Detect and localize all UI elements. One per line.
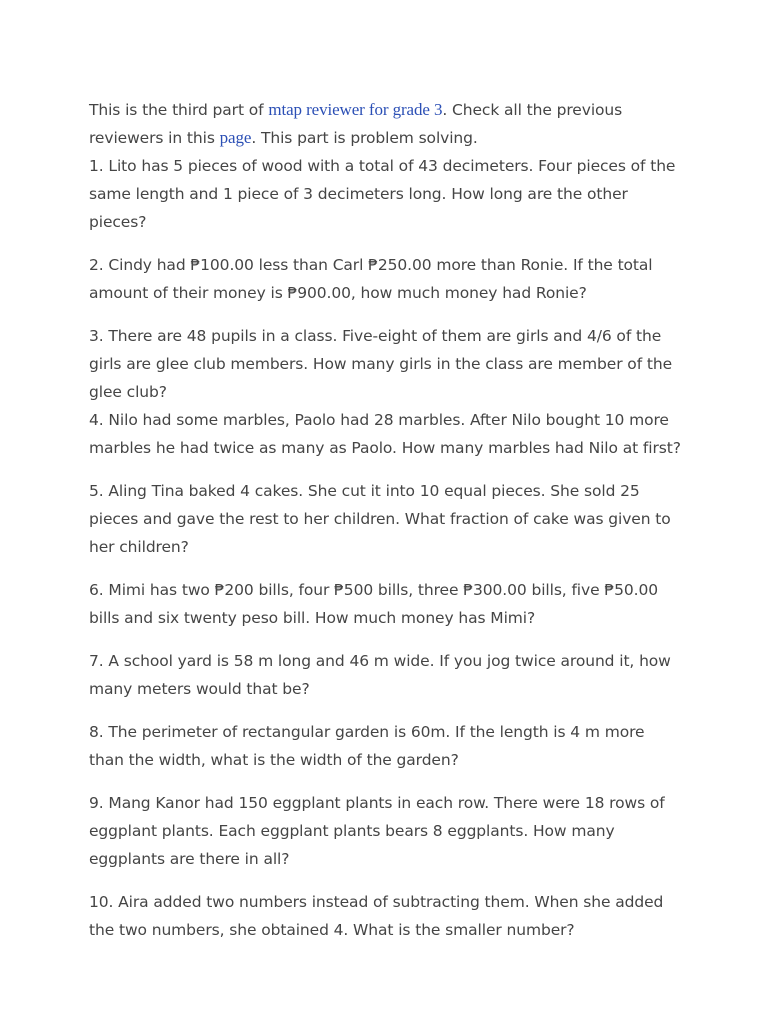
problem-9: 9. Mang Kanor had 150 eggplant plants in each row. There were 18 rows of eggplant plants. Each eggplant plants bears 8 eggplants. How many eggplants are there in all? [89, 794, 665, 868]
mtap-reviewer-link[interactable]: mtap reviewer for grade 3 [268, 100, 443, 119]
problem-6: 6. Mimi has two ₱200 bills, four ₱500 bills, three ₱300.00 bills, five ₱50.00 bills and six twenty peso bill. How much money has Mimi? [89, 581, 658, 627]
intro-text-3: . This part is problem solving. [251, 129, 478, 147]
intro-paragraph [89, 96, 684, 152]
problem-10: 10. Aira added two numbers instead of subtracting them. When she added the two numbers, she obtained 4. What is the smaller number? [89, 893, 664, 939]
intro-text-1: This is the third part of [89, 101, 269, 119]
problem-4: 4. Nilo had some marbles, Paolo had 28 marbles. After Nilo bought 10 more marbles he had twice as many as Paolo. How many marbles had Nilo at first? [89, 411, 681, 457]
problem-3: 3. There are 48 pupils in a class. Five-eight of them are girls and 4/6 of the girls are glee club members. How many girls in the class are member of the glee club? [89, 327, 673, 401]
page-link[interactable]: page [219, 128, 252, 147]
problem-8: 8. The perimeter of rectangular garden is 60m. If the length is 4 m more than the width, what is the width of the garden? [89, 723, 645, 769]
problem-2: 2. Cindy had ₱100.00 less than Carl ₱250.00 more than Ronie. If the total amount of their money is ₱900.00, how much money had Ronie? [89, 256, 653, 302]
problem-1: 1. Lito has 5 pieces of wood with a total of 43 decimeters. Four pieces of the same length and 1 piece of 3 decimeters long. How long are the other pieces? [89, 157, 676, 231]
problem-7: 7. A school yard is 58 m long and 46 m wide. If you jog twice around it, how many meters would that be? [89, 652, 671, 698]
problem-5: 5. Aling Tina baked 4 cakes. She cut it into 10 equal pieces. She sold 25 pieces and gave the rest to her children. What fraction of cake was given to her children? [89, 482, 671, 556]
intro-text-2: . Check all the previous reviewers in this [89, 101, 623, 147]
